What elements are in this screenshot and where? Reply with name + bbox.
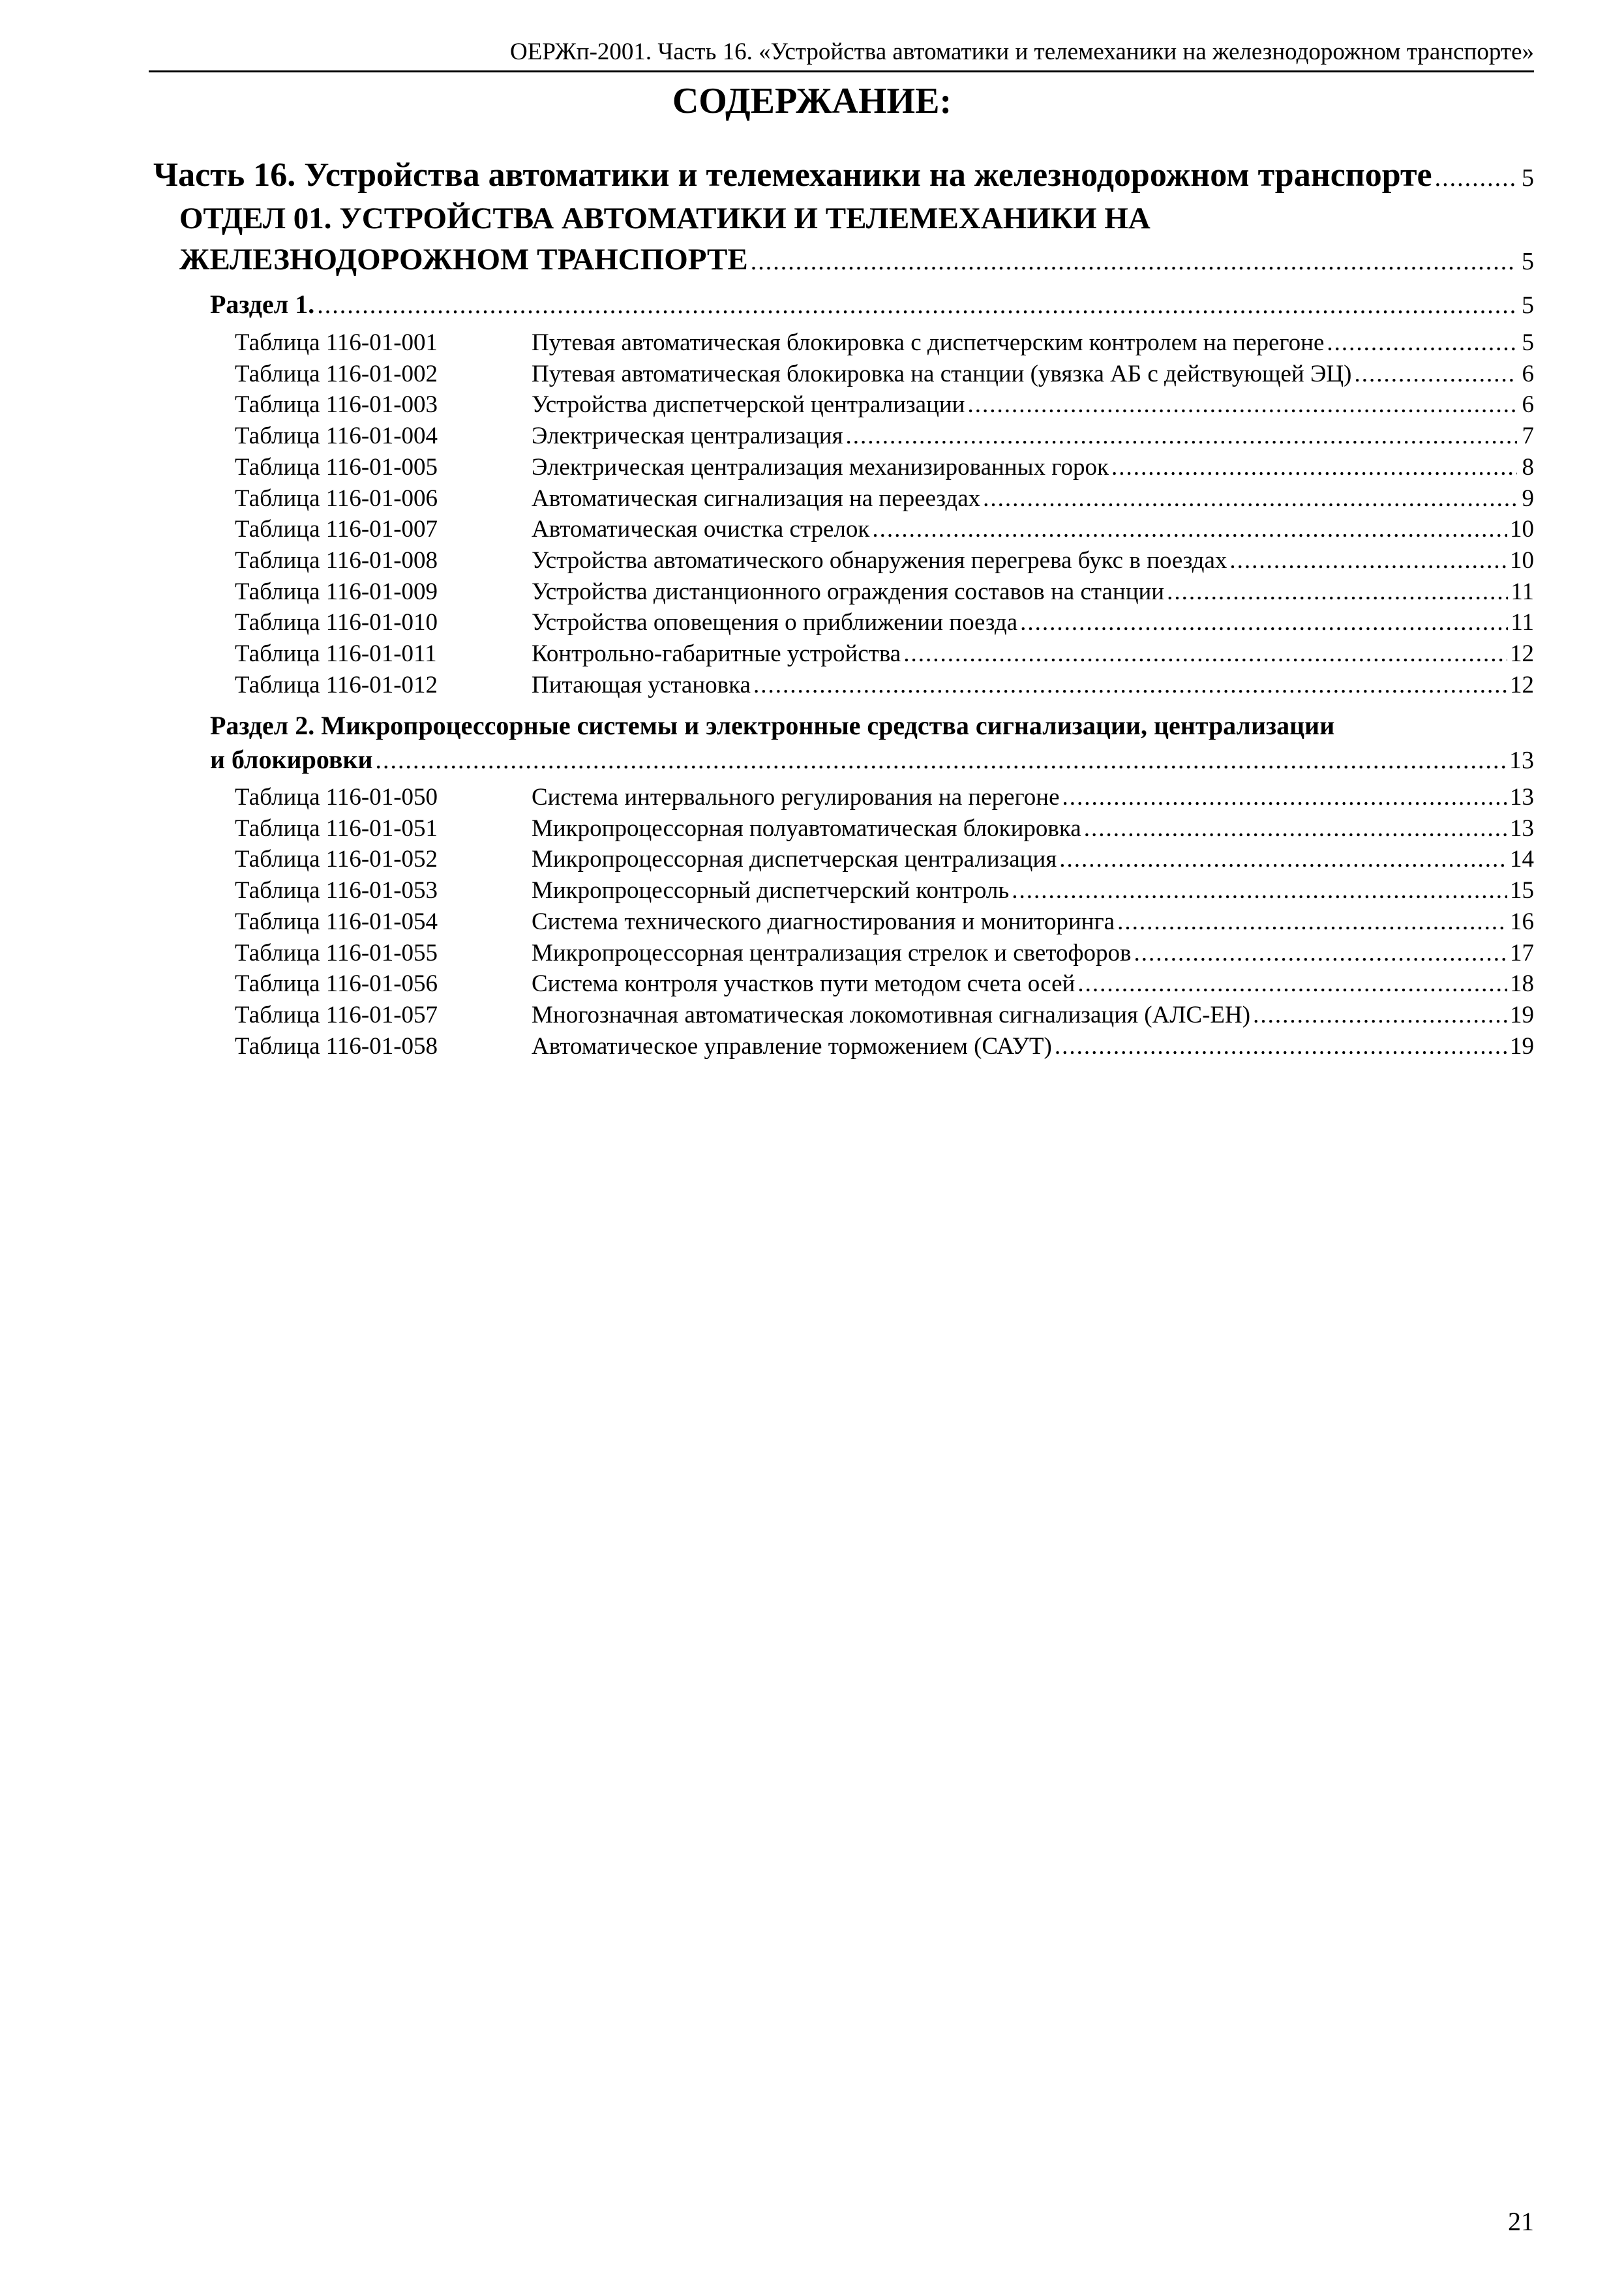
toc-table-code: Таблица 116-01-002	[235, 360, 438, 387]
toc-table-title: Система технического диагностирования и мониторинга	[532, 908, 1115, 935]
toc-leader-dots	[1354, 359, 1517, 389]
running-header: ОЕРЖп-2001. Часть 16. «Устройства автоматики и телемеханики на железнодорожном транспорте»	[510, 38, 1534, 65]
page-number: 21	[1508, 2207, 1534, 2236]
toc-table-code: Таблица 116-01-001	[235, 329, 438, 356]
toc-table-code: Таблица 116-01-003	[235, 391, 438, 419]
toc-table-entry[interactable]	[235, 813, 1534, 844]
toc-page-number: 19	[1510, 1032, 1534, 1060]
toc-table-code: Таблица 116-01-004	[235, 423, 438, 450]
toc-table-entry[interactable]	[235, 1000, 1534, 1030]
toc-table-entry[interactable]	[235, 968, 1534, 999]
toc-page-number: 18	[1510, 970, 1534, 998]
page-title: СОДЕРЖАНИЕ:	[672, 81, 952, 121]
toc-page-number: 5	[1522, 164, 1534, 192]
toc-table-title: Устройства автоматического обнаружения перегрева букс в поездах	[532, 546, 1227, 574]
toc-page-number: 17	[1510, 939, 1534, 966]
toc-table-title: Электрическая централизация	[532, 423, 843, 450]
toc-table-code: Таблица 116-01-051	[235, 815, 438, 842]
toc-page-number: 19	[1510, 1001, 1534, 1028]
toc-leader-dots	[751, 242, 1517, 281]
toc-leader-dots	[1077, 968, 1507, 999]
toc-leader-dots	[1117, 906, 1507, 937]
toc-leader-dots	[1435, 157, 1517, 199]
toc-section2-label-line2: и блокировки	[210, 745, 373, 774]
toc-leader-dots	[846, 421, 1517, 451]
toc-section2-label-line1[interactable]: Раздел 2. Микропроцессорные системы и электронные средства сигнализации, централизации	[210, 711, 1335, 740]
toc-table-entry[interactable]	[235, 576, 1534, 607]
toc-otdel-entry[interactable]	[179, 240, 1534, 281]
toc-table-code: Таблица 116-01-054	[235, 908, 438, 935]
toc-part-entry[interactable]	[153, 155, 1534, 199]
toc-leader-dots	[967, 389, 1517, 420]
toc-table-title: Микропроцессорная полуавтоматическая блокировка	[532, 815, 1081, 842]
toc-leader-dots	[1084, 813, 1507, 844]
toc-table-entry[interactable]	[235, 452, 1534, 483]
toc-table-entry[interactable]	[235, 389, 1534, 420]
toc-table-code: Таблица 116-01-052	[235, 846, 438, 873]
toc-leader-dots	[1134, 938, 1507, 968]
toc-table-title: Автоматическая сигнализация на переездах	[532, 485, 981, 512]
toc-table-code: Таблица 116-01-058	[235, 1032, 438, 1060]
toc-table-title: Путевая автоматическая блокировка с диспетчерским контролем на перегоне	[532, 329, 1325, 356]
toc-page-number: 11	[1511, 578, 1534, 605]
toc-otdel-label-line2: ЖЕЛЕЗНОДОРОЖНОМ ТРАНСПОРТЕ	[179, 243, 748, 277]
toc-table-title: Устройства диспетчерской централизации	[532, 391, 965, 419]
toc-table-entry[interactable]	[235, 782, 1534, 813]
header-divider	[149, 70, 1534, 72]
toc-page-number: 5	[1522, 292, 1534, 319]
toc-table-entry[interactable]	[235, 938, 1534, 968]
toc-table-code: Таблица 116-01-012	[235, 671, 438, 698]
toc-page-number: 15	[1510, 877, 1534, 905]
toc-table-entry[interactable]	[235, 359, 1534, 389]
toc-table-title: Путевая автоматическая блокировка на станции (увязка АБ с действующей ЭЦ)	[532, 360, 1352, 387]
toc-table-entry[interactable]	[235, 638, 1534, 669]
toc-page-number: 10	[1510, 546, 1534, 574]
toc-page-number: 13	[1510, 815, 1534, 842]
toc-table-code: Таблица 116-01-053	[235, 877, 438, 905]
toc-table-title: Электрическая централизация механизированных горок	[532, 453, 1109, 481]
toc-leader-dots	[1327, 327, 1517, 358]
toc-page-number: 6	[1522, 391, 1534, 419]
toc-table-entry[interactable]	[235, 514, 1534, 545]
toc-table-entry[interactable]	[235, 906, 1534, 937]
toc-table-entry[interactable]	[235, 1031, 1534, 1062]
toc-leader-dots	[1055, 1031, 1507, 1062]
toc-leader-dots	[1059, 844, 1507, 875]
toc-leader-dots	[1062, 782, 1507, 813]
toc-table-code: Таблица 116-01-011	[235, 640, 437, 667]
toc-otdel-label-line1[interactable]: ОТДЕЛ 01. УСТРОЙСТВА АВТОМАТИКИ И ТЕЛЕМЕХАНИКИ НА	[179, 202, 1150, 235]
toc-table-code: Таблица 116-01-008	[235, 546, 438, 574]
toc-page-number: 10	[1510, 516, 1534, 543]
toc-page-number: 8	[1522, 453, 1534, 481]
toc-leader-dots	[1229, 545, 1507, 576]
toc-table-title: Контрольно-габаритные устройства	[532, 640, 901, 667]
toc-table-title: Многозначная автоматическая локомотивная сигнализация (АЛС-ЕН)	[532, 1001, 1251, 1028]
toc-leader-dots	[753, 670, 1507, 700]
toc-section2-entry[interactable]	[210, 743, 1534, 777]
toc-table-title: Автоматическое управление торможением (САУТ)	[532, 1032, 1052, 1060]
toc-table-title: Микропроцессорная диспетчерская централизация	[532, 846, 1057, 873]
toc-table-title: Питающая установка	[532, 671, 751, 698]
toc-page-number: 14	[1510, 846, 1534, 873]
toc-table-entry[interactable]	[235, 327, 1534, 358]
toc-page-number: 13	[1510, 784, 1534, 811]
toc-table-code: Таблица 116-01-057	[235, 1001, 438, 1028]
toc-page-number: 12	[1510, 640, 1534, 667]
toc-table-code: Таблица 116-01-007	[235, 516, 438, 543]
toc-table-entry[interactable]	[235, 875, 1534, 906]
toc-table-entry[interactable]	[235, 483, 1534, 514]
toc-page-number: 16	[1510, 908, 1534, 935]
toc-leader-dots	[903, 638, 1507, 669]
toc-table-title: Устройства дистанционного ограждения составов на станции	[532, 578, 1165, 605]
toc-page-number: 9	[1522, 485, 1534, 512]
toc-leader-dots	[376, 743, 1507, 777]
toc-page-number: 5	[1522, 329, 1534, 356]
toc-table-code: Таблица 116-01-055	[235, 939, 438, 966]
toc-table-code: Таблица 116-01-050	[235, 784, 438, 811]
toc-table-code: Таблица 116-01-010	[235, 609, 438, 636]
toc-leader-dots	[1012, 875, 1507, 906]
toc-table-entry[interactable]	[235, 421, 1534, 451]
toc-leader-dots	[1020, 607, 1508, 638]
toc-leader-dots	[1167, 576, 1508, 607]
toc-leader-dots	[872, 514, 1507, 545]
toc-table-title: Микропроцессорный диспетчерский контроль	[532, 877, 1010, 905]
toc-table-code: Таблица 116-01-005	[235, 453, 438, 481]
toc-leader-dots	[1111, 452, 1517, 483]
toc-page-number: 7	[1522, 423, 1534, 450]
toc-table-code: Таблица 116-01-009	[235, 578, 438, 605]
toc-leader-dots	[1253, 1000, 1507, 1030]
toc-page-number: 12	[1510, 671, 1534, 698]
toc-table-entry[interactable]	[235, 844, 1534, 875]
toc-leader-dots	[317, 288, 1517, 322]
toc-table-title: Система интервального регулирования на перегоне	[532, 784, 1060, 811]
toc-part-label: Часть 16. Устройства автоматики и телемеханики на железнодорожном транспорте	[153, 157, 1432, 194]
toc-table-entry[interactable]	[235, 670, 1534, 700]
toc-table-entry[interactable]	[235, 607, 1534, 638]
toc-table-title: Микропроцессорная централизация стрелок и светофоров	[532, 939, 1132, 966]
toc-section-entry[interactable]	[210, 288, 1534, 322]
toc-table-title: Система контроля участков пути методом счета осей	[532, 970, 1075, 998]
toc-page-number: 11	[1511, 609, 1534, 636]
toc-table-title: Устройства оповещения о приближении поезда	[532, 609, 1018, 636]
toc-page-number: 5	[1522, 248, 1534, 275]
toc-table-code: Таблица 116-01-056	[235, 970, 438, 998]
toc-page-number: 6	[1522, 360, 1534, 387]
toc-leader-dots	[983, 483, 1517, 514]
toc-table-title: Автоматическая очистка стрелок	[532, 516, 870, 543]
toc-page-number: 13	[1509, 747, 1534, 774]
toc-table-entry[interactable]	[235, 545, 1534, 576]
toc-table-code: Таблица 116-01-006	[235, 485, 438, 512]
toc-section-label: Раздел 1.	[210, 290, 315, 319]
